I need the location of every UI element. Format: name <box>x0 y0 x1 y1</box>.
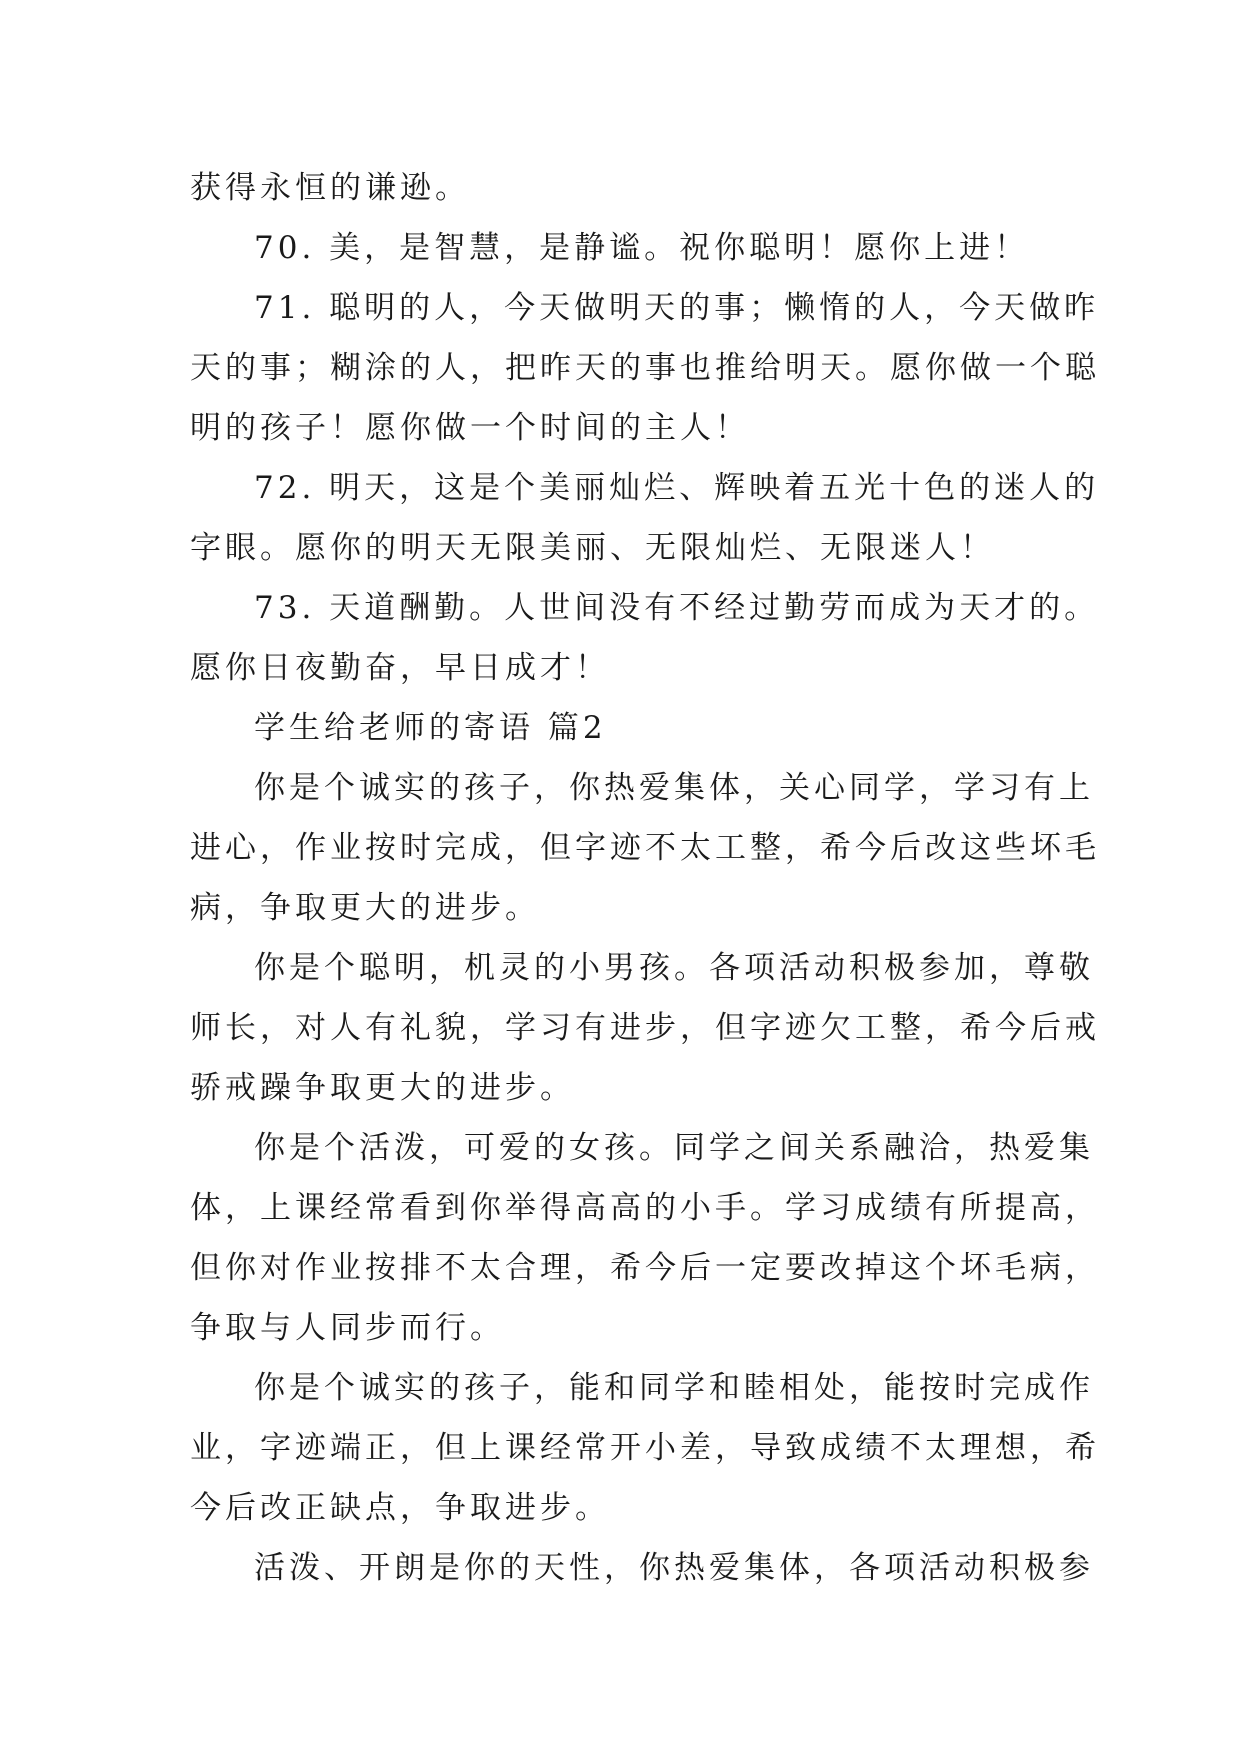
text-line: 骄戒躁争取更大的进步。 <box>190 1070 575 1106</box>
text-line: 愿你日夜勤奋，早日成才！ <box>190 650 610 686</box>
text-line: 争取与人同步而行。 <box>190 1310 505 1346</box>
text-line: 获得永恒的谦逊。 <box>190 170 470 206</box>
text-line: 但你对作业按排不太合理，希今后一定要改掉这个坏毛病， <box>190 1250 1100 1286</box>
document-body <box>190 158 1100 1598</box>
text-line: 73. 天道酬勤。人世间没有不经过勤劳而成为天才的。 <box>254 590 1100 626</box>
text-line: 字眼。愿你的明天无限美丽、无限灿烂、无限迷人！ <box>190 530 995 566</box>
text-line: 明的孩子！愿你做一个时间的主人！ <box>190 410 750 446</box>
text-line: 71. 聪明的人，今天做明天的事；懒惰的人，今天做昨 <box>254 290 1100 326</box>
text-line: 你是个诚实的孩子，你热爱集体，关心同学，学习有上 <box>254 770 1094 806</box>
section-heading: 学生给老师的寄语 篇2 <box>254 710 607 746</box>
text-line: 体，上课经常看到你举得高高的小手。学习成绩有所提高， <box>190 1190 1100 1226</box>
text-line: 你是个诚实的孩子，能和同学和睦相处，能按时完成作 <box>254 1370 1094 1406</box>
text-line: 业，字迹端正，但上课经常开小差，导致成绩不太理想，希 <box>190 1430 1100 1466</box>
text-line: 今后改正缺点，争取进步。 <box>190 1490 610 1526</box>
text-line: 你是个活泼，可爱的女孩。同学之间关系融洽，热爱集 <box>254 1130 1094 1166</box>
text-line: 你是个聪明，机灵的小男孩。各项活动积极参加，尊敬 <box>254 950 1094 986</box>
text-line: 70. 美，是智慧，是静谧。祝你聪明！愿你上进！ <box>254 230 1030 266</box>
text-line: 病，争取更大的进步。 <box>190 890 540 926</box>
text-line: 72. 明天，这是个美丽灿烂、辉映着五光十色的迷人的 <box>254 470 1100 506</box>
text-line: 师长，对人有礼貌，学习有进步，但字迹欠工整，希今后戒 <box>190 1010 1100 1046</box>
text-line: 活泼、开朗是你的天性，你热爱集体，各项活动积极参 <box>254 1550 1094 1586</box>
text-line: 天的事；糊涂的人，把昨天的事也推给明天。愿你做一个聪 <box>190 350 1100 386</box>
text-line: 进心，作业按时完成，但字迹不太工整，希今后改这些坏毛 <box>190 830 1100 866</box>
